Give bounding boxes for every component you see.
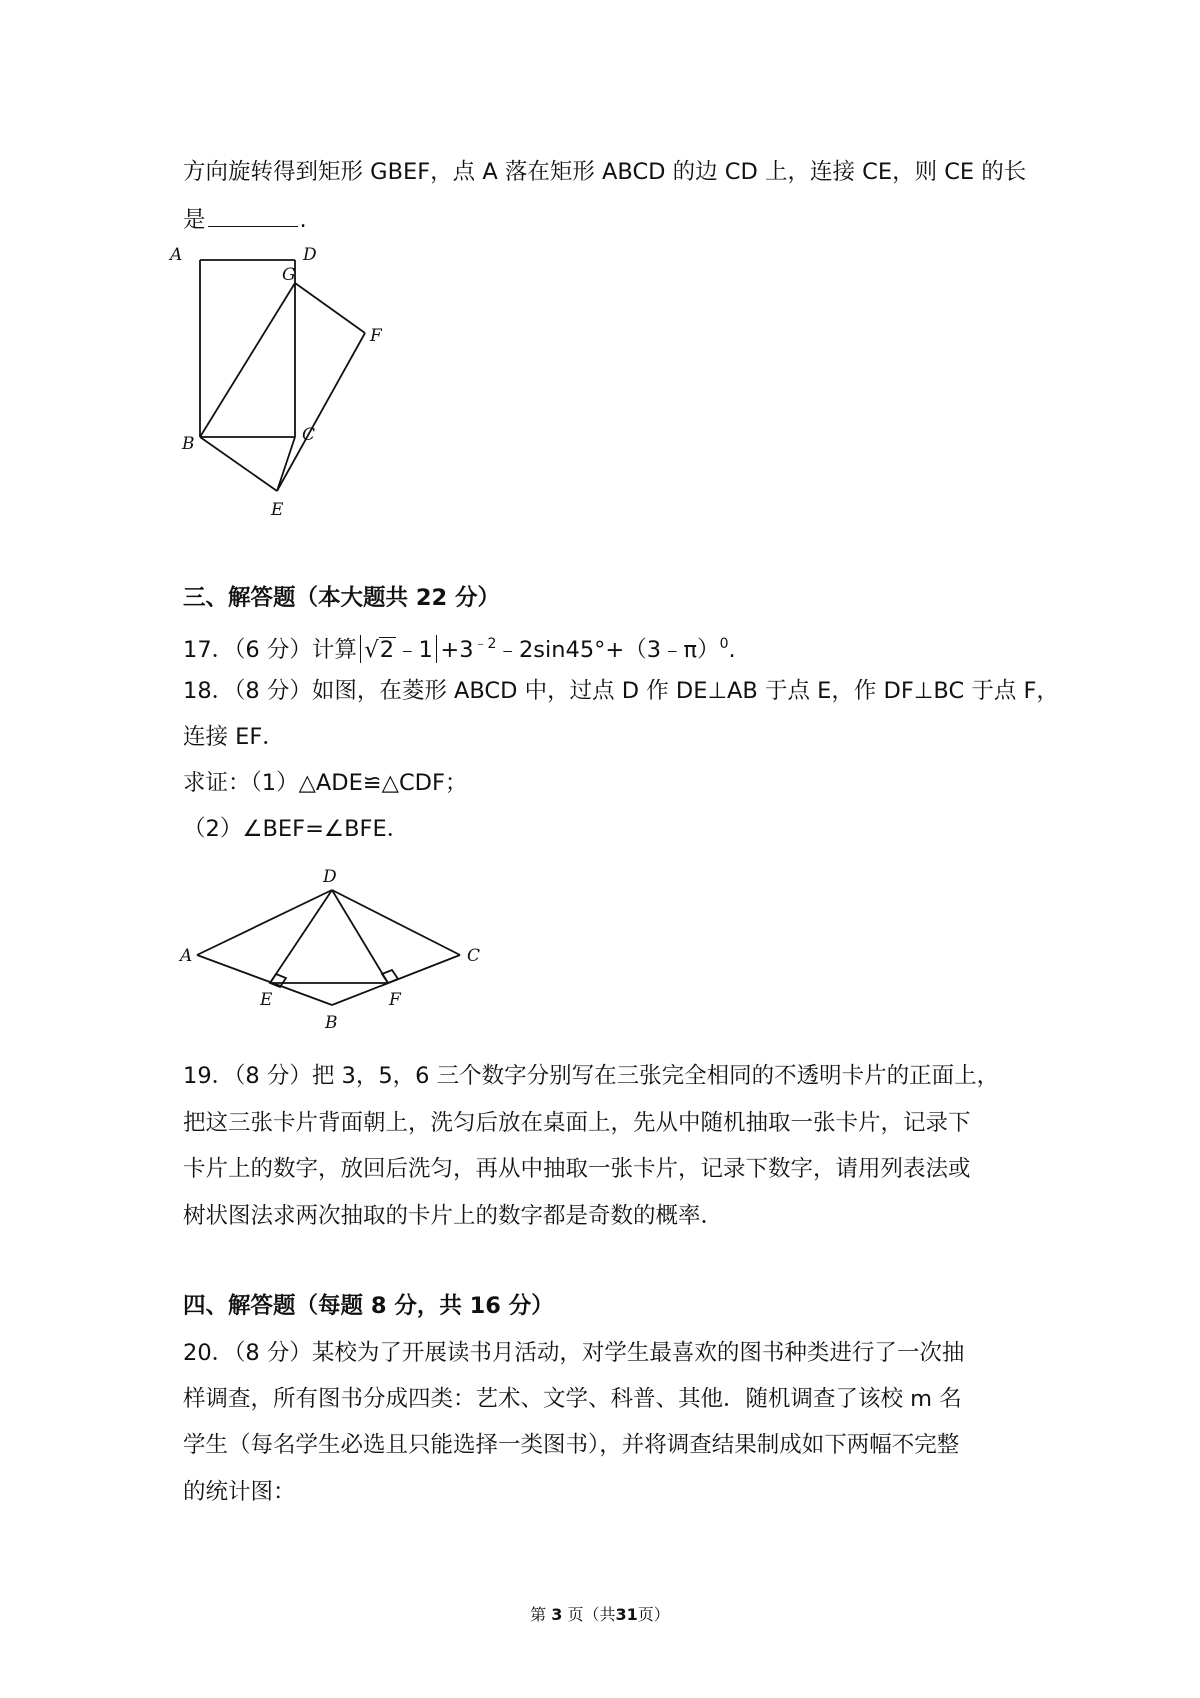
label-E: E [260, 990, 273, 1010]
q17-after-sqrt: ﹣1 [396, 637, 433, 663]
q20-line-4: 的统计图： [183, 1479, 296, 1505]
label-F: F [389, 990, 401, 1010]
label-B: B [325, 1013, 338, 1033]
q16-line-2-prefix: 是 [183, 207, 206, 233]
label-A: A [170, 245, 183, 265]
q17-end: . [728, 637, 736, 663]
q19-line-4: 树状图法求两次抽取的卡片上的数字都是奇数的概率． [183, 1203, 724, 1229]
footer-suffix: 页） [637, 1605, 670, 1624]
seg-AD [197, 890, 332, 955]
seg-GF [295, 283, 365, 333]
q17-prefix: 17．（6 分）计算 [183, 637, 357, 663]
q17-exp3: ﹣2 [473, 636, 497, 652]
q18-line-4: （2）∠BEF=∠BFE． [183, 816, 410, 842]
footer-prefix: 第 [530, 1605, 547, 1624]
seg-GB [200, 283, 295, 437]
seg-BE [200, 437, 277, 491]
q18-line-3: 求证：（1）△ADE≌△CDF； [183, 770, 468, 796]
q19-line-1: 19．（8 分）把 3，5，6 三个数字分别写在三张完全相同的不透明卡片的正面上， [183, 1063, 1000, 1089]
q17-mid: ﹣2sin45°+（3﹣π） [496, 637, 720, 663]
label-G: G [282, 265, 296, 285]
q19-line-2: 把这三张卡片背面朝上，洗匀后放在桌面上，先从中随机抽取一张卡片，记录下 [183, 1110, 971, 1136]
q20-line-3: 学生（每名学生必选且只能选择一类图书），并将调查结果制成如下两幅不完整 [183, 1432, 960, 1458]
answer-blank [208, 202, 298, 227]
section-3-title: 三、解答题（本大题共 22 分） [183, 585, 500, 611]
sqrt-arg: 2 [379, 637, 395, 663]
footer-total-pages: 31 [615, 1605, 638, 1624]
q17-exp0: 0 [719, 636, 729, 652]
q20-line-2: 样调查，所有图书分成四类：艺术、文学、科普、其他．随机调查了该校 m 名 [183, 1386, 962, 1412]
q19-line-3: 卡片上的数字，放回后洗匀，再从中抽取一张卡片，记录下数字，请用列表法或 [183, 1156, 971, 1182]
rectangle-rotation-figure [170, 235, 415, 520]
q17-base3: +3 [440, 637, 474, 663]
q16-line-2 [183, 202, 307, 235]
label-E: E [271, 500, 284, 520]
q20-line-1: 20．（8 分）某校为了开展读书月活动，对学生最喜欢的图书种类进行了一次抽 [183, 1340, 965, 1366]
section-4-title: 四、解答题（每题 8 分，共 16 分） [183, 1293, 554, 1319]
footer-page-number: 3 [551, 1605, 563, 1624]
label-C: C [302, 425, 316, 445]
abs-left-bar [360, 635, 362, 663]
abs-right-bar [436, 635, 438, 663]
footer-middle: 页（共 [567, 1605, 616, 1624]
q16-line-2-suffix: . [299, 207, 307, 233]
label-A: A [180, 946, 193, 966]
q16-line-1: 方向旋转得到矩形 GBEF，点 A 落在矩形 ABCD 的边 CD 上，连接 CE，则 CE 的长 [183, 159, 1027, 185]
q17-line [183, 629, 736, 665]
rhombus-figure [175, 860, 495, 1035]
q18-line-2: 连接 EF． [183, 724, 285, 750]
page-footer [0, 1602, 1200, 1625]
label-D: D [303, 245, 317, 265]
sqrt-sign: √ [364, 637, 379, 663]
seg-FE [277, 333, 365, 491]
label-D: D [323, 867, 337, 887]
q18-line-1: 18．（8 分）如图，在菱形 ABCD 中，过点 D 作 DE⊥AB 于点 E，作 DF⊥BC 于点 F， [183, 678, 1059, 704]
label-B: B [182, 434, 195, 454]
label-C: C [467, 946, 481, 966]
label-F: F [370, 326, 382, 346]
